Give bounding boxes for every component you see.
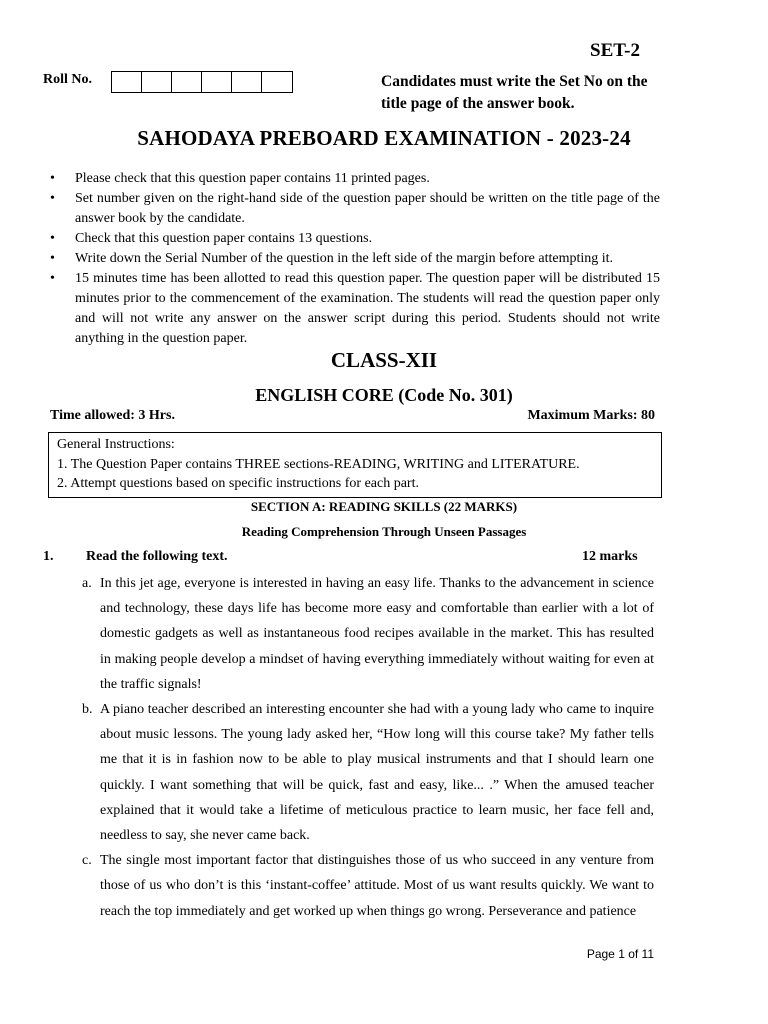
question-marks: 12 marks: [582, 549, 638, 564]
roll-number-box[interactable]: [232, 72, 262, 92]
question-number: 1.: [43, 549, 54, 564]
passage-paragraph: [82, 697, 654, 848]
paragraph-text: The single most important factor that distinguishes those of us who succeed in any venture from those of us who don’t is this ‘instant-coffee’ attitude. Most of us want results quickly. We want to reach the top immediately and get worked up when things go wrong. Perseverance and patience: [100, 853, 654, 919]
roll-number-box[interactable]: [202, 72, 232, 92]
instruction-list: [45, 169, 660, 349]
roll-number-label: Roll No.: [43, 72, 92, 87]
paragraph-letter: a.: [82, 576, 92, 591]
general-instructions-box: [48, 432, 662, 498]
instruction-item: • 15 minutes time has been allotted to read this question paper. The question paper will be distributed 15 minutes prior to the commencement of the examination. The students will read the question paper only and will not write any answer on the answer script during this period. Students should not write anything in the question paper.: [45, 269, 660, 349]
exam-title: SAHODAYA PREBOARD EXAMINATION - 2023-24: [137, 126, 631, 150]
reading-passage: [82, 571, 654, 921]
subject-title: ENGLISH CORE (Code No. 301): [255, 385, 513, 405]
roll-number-box[interactable]: [142, 72, 172, 92]
roll-number-box[interactable]: [262, 72, 292, 92]
paragraph-letter: b.: [82, 702, 93, 718]
general-instruction-item: 2. Attempt questions based on specific instructions for each part.: [57, 476, 419, 491]
roll-number-box[interactable]: [112, 72, 142, 92]
instruction-item: • Set number given on the right-hand side of the question paper should be written on the title page of the answer book by the candidate.: [45, 189, 660, 229]
question-text: Read the following text.: [86, 549, 228, 564]
class-title: CLASS-XII: [330, 348, 438, 372]
time-allowed: Time allowed: 3 Hrs.: [50, 408, 175, 423]
instruction-item: • Check that this question paper contains 13 questions.: [45, 229, 660, 249]
roll-number-boxes: [111, 71, 293, 93]
page-footer: Page 1 of 11: [586, 947, 654, 961]
general-instruction-item: 1. The Question Paper contains THREE sections-READING, WRITING and LITERATURE.: [57, 456, 580, 472]
passage-paragraph: [82, 848, 654, 921]
roll-number-box[interactable]: [172, 72, 202, 92]
candidate-note: Candidates must write the Set No on the title page of the answer book.: [381, 73, 648, 112]
passage-paragraph: [82, 571, 654, 697]
maximum-marks: Maximum Marks: 80: [527, 408, 655, 423]
section-heading: SECTION A: READING SKILLS (22 MARKS): [250, 499, 518, 514]
instruction-item: • Please check that this question paper contains 11 printed pages.: [45, 169, 660, 189]
set-number: SET-2: [590, 40, 640, 61]
instruction-item: • Write down the Serial Number of the question in the left side of the margin before attempting it.: [45, 249, 660, 269]
paragraph-letter: c.: [82, 853, 92, 869]
section-subheading: Reading Comprehension Through Unseen Passages: [241, 524, 527, 539]
paragraph-text: A piano teacher described an interesting encounter she had with a young lady who came to inquire about music lessons. The young lady asked her, “How long will this course take? My father tells me that it is in fashion now to be able to play musical instruments and that I should learn one quickly. I want something that will be quick, fast and easy, like... .” When the amused teacher explained that it would take a lifetime of meticulous practice to learn music, her face fell and, needless to say, she never came back.: [100, 702, 654, 844]
paragraph-text: In this jet age, everyone is interested in having an easy life. Thanks to the advancement in science and technology, these days life has become more easy and comfortable than earlier with a lot of domestic gadgets as well as instantaneous food recipes available in the market. This has resulted in making people develop a mindset of having everything immediately without waiting for even at the traffic signals!: [100, 576, 654, 692]
general-instructions-heading: General Instructions:: [57, 437, 175, 452]
